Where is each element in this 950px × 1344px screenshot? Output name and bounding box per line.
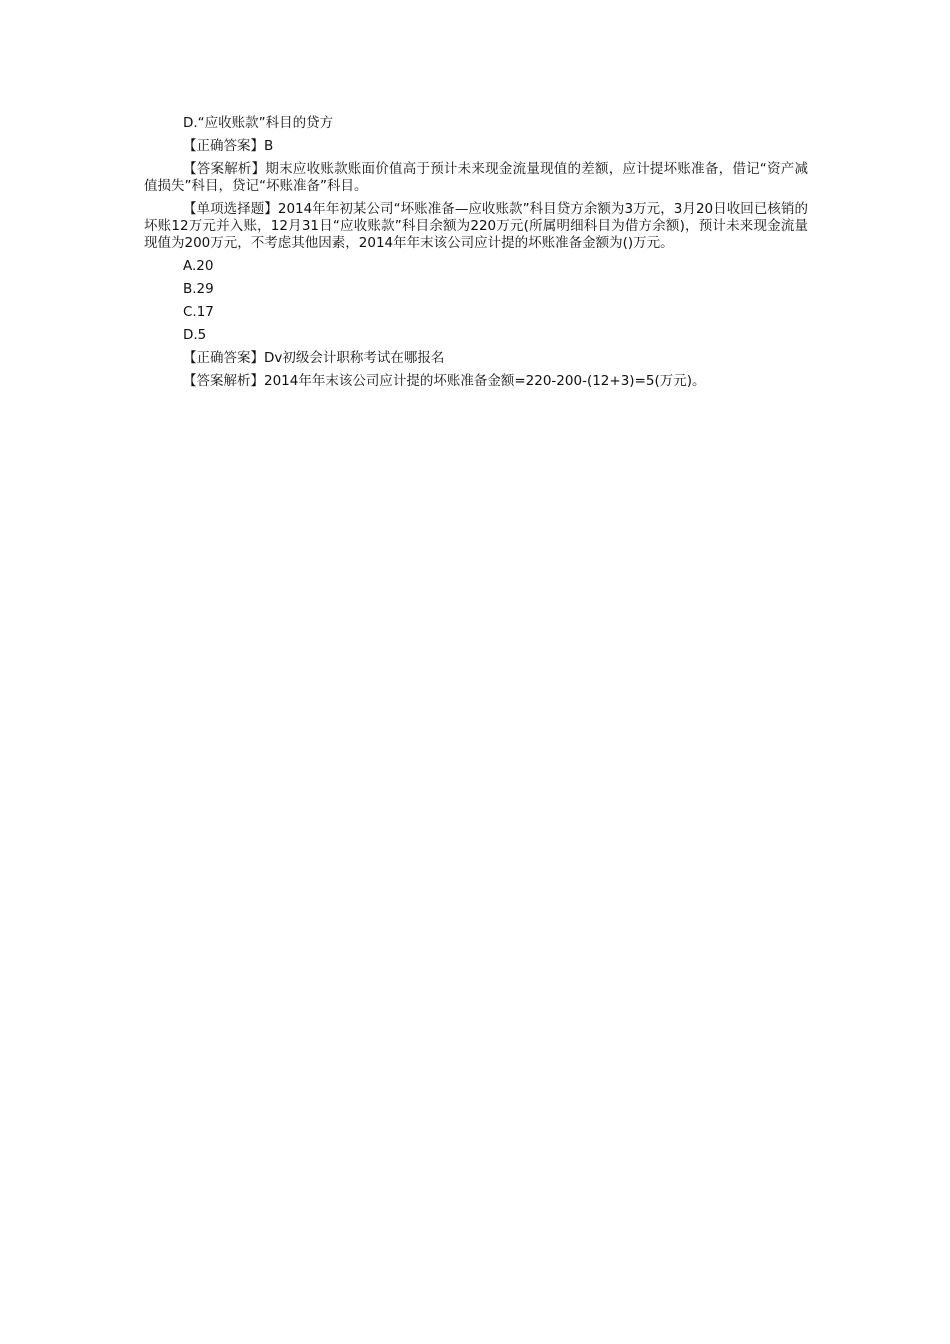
option-d-question-2: D.5 xyxy=(183,327,207,343)
option-c-question-2: C.17 xyxy=(183,304,214,320)
correct-answer-question-1: 【正确答案】B xyxy=(183,138,274,154)
option-b-question-2: B.29 xyxy=(183,281,214,297)
answer-explanation-question-1: 【答案解析】期末应收账款账面价值高于预计未来现金流量现值的差额，应计提坏账准备，借记“资产减值损失”科目，贷记“坏账准备”科目。 xyxy=(144,161,808,194)
document-body xyxy=(144,115,808,396)
correct-answer-question-2: 【正确答案】Dv初级会计职称考试在哪报名 xyxy=(183,350,445,366)
answer-explanation-question-2: 【答案解析】2014年年末该公司应计提的坏账准备金额=220-200-(12+3)=5(万元)。 xyxy=(183,373,706,389)
option-a-question-2: A.20 xyxy=(183,258,214,274)
option-d-question-1: D.“应收账款”科目的贷方 xyxy=(183,115,334,131)
question-2-text: 【单项选择题】2014年年初某公司“坏账准备—应收账款”科目贷方余额为3万元，3月20日收回已核销的坏账12万元并入账，12月31日“应收账款”科目余额为220万元(所属明细科目为借方余额)，预计未来现金流量现值为200万元，不考虑其他因素，2014年年末该公司应计提的坏账准备金额为()万元。 xyxy=(144,201,808,251)
